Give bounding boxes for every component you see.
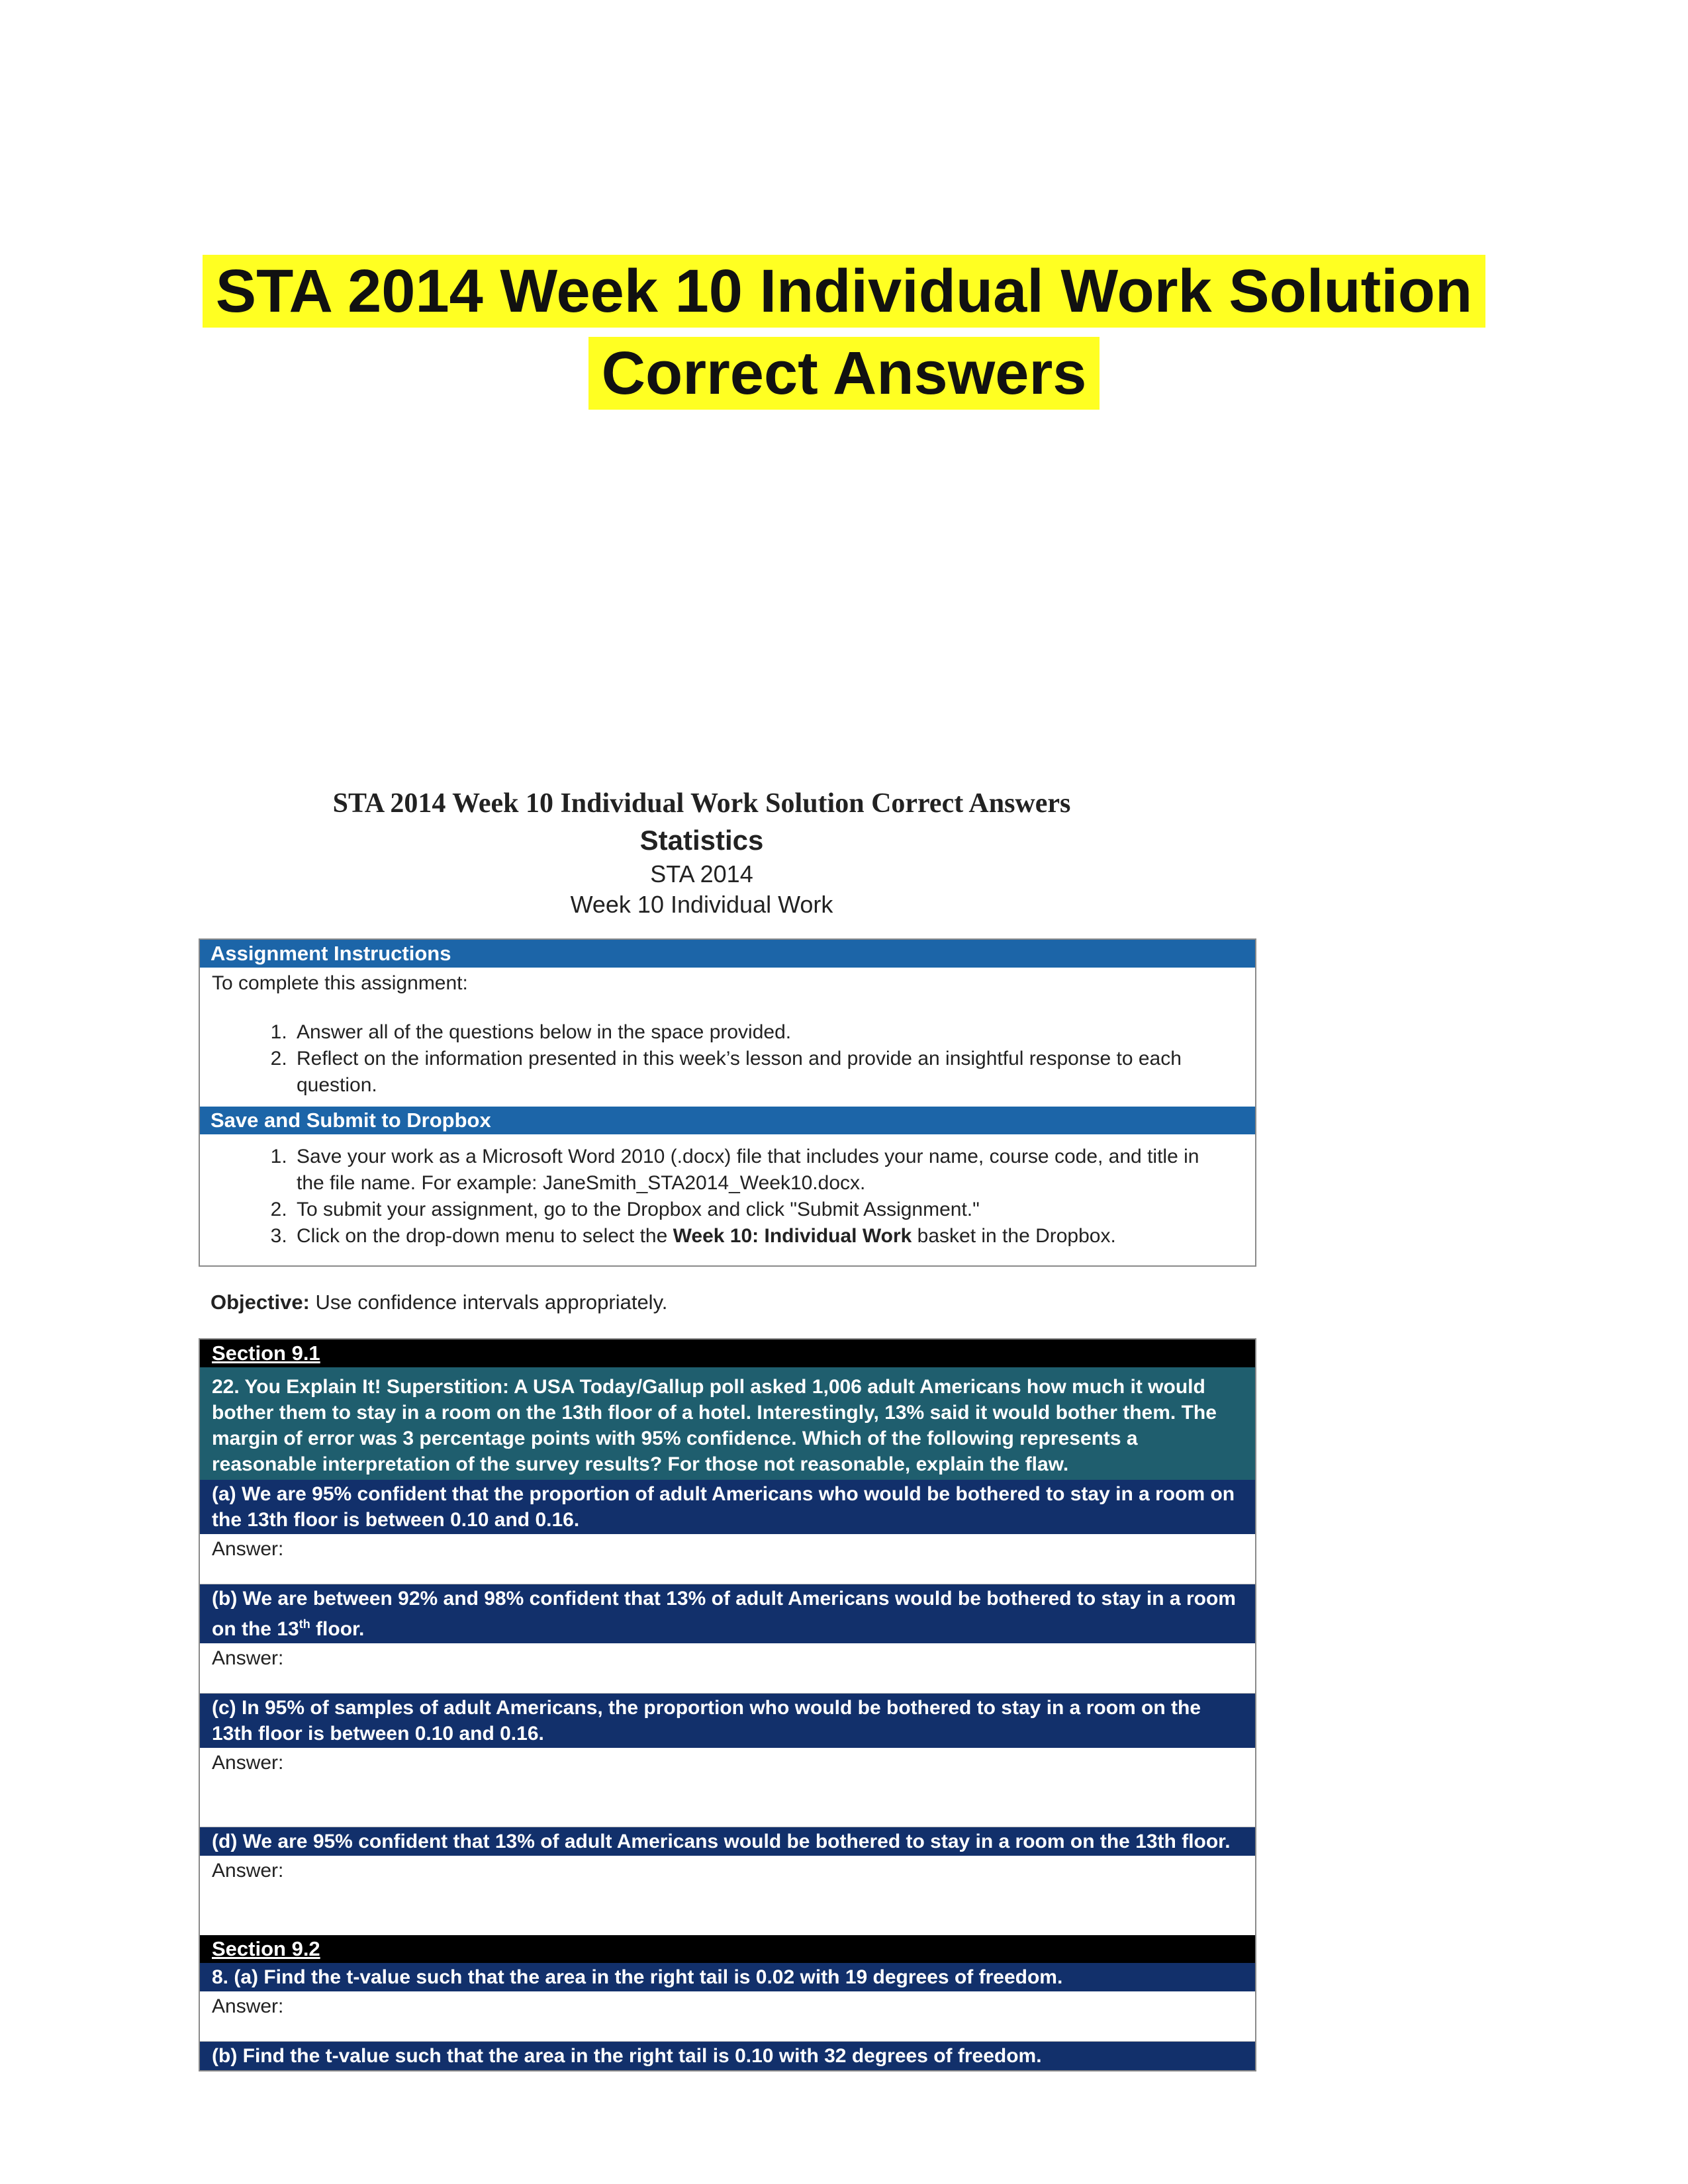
instruction-step: 2. Reflect on the information presented in this week’s lesson and provide an insightful response to each question. [293,1046,1229,1099]
document-course: STA 2014 [650,860,753,887]
instructions-intro: To complete this assignment: [212,972,468,994]
question-part-b-text: (b) We are between 92% and 98% confident that 13% of adult Americans would be bothered to stay in a room on the 13 [212,1588,1236,1640]
question-8a: 8. (a) Find the t-value such that the area in the right tail is 0.02 with 19 degrees of freedom. [200,1963,1255,1991]
submit-step: 1. Save your work as a Microsoft Word 2010 (.docx) file that includes your name, course code, and title in the file name. For example: JaneSmith_STA2014_Week10.docx. [293,1144,1229,1197]
section-title: Section 9.1 [212,1342,320,1365]
objective-label: Objective: [211,1291,310,1314]
section-header [200,1340,1255,1367]
question-part-c: (c) In 95% of samples of adult Americans, the proportion who would be bothered to stay in a room on the 13th floor is between 0.10 and 0.16. [200,1694,1255,1748]
submit-step-bold: Week 10: Individual Work [673,1225,912,1247]
question-8b: (b) Find the t-value such that the area in the right tail is 0.10 with 32 degrees of freedom. [200,2042,1255,2070]
answer-field[interactable]: Answer: [200,1748,1255,1827]
instructions-header: Assignment Instructions [200,940,1255,968]
submit-list [200,1134,1255,1265]
document-title: STA 2014 Week 10 Individual Work Solution Correct Answers [332,788,1071,819]
answer-field[interactable]: Answer: [200,1534,1255,1584]
objective-text: Use confidence intervals appropriately. [309,1291,668,1314]
objective [211,1291,1258,1314]
instructions-box [199,938,1256,1267]
answer-field[interactable]: Answer: [200,1856,1255,1935]
instructions-list [200,999,1255,1107]
answer-field[interactable]: Answer: [200,1991,1255,2042]
page-heading [0,250,1688,414]
submit-step-text: basket in the Dropbox. [912,1225,1116,1247]
questions-table [199,1338,1256,2071]
embedded-document [199,788,1258,2184]
heading-line-1: STA 2014 Week 10 Individual Work Solution [203,255,1485,328]
section-title: Section 9.2 [212,1937,320,1960]
submit-header: Save and Submit to Dropbox [200,1107,1255,1134]
answer-field[interactable]: Answer: [200,1643,1255,1694]
heading-line-2: Correct Answers [588,337,1100,410]
section-header [200,1935,1255,1963]
document-subject: Statistics [639,825,764,856]
submit-step: 2. To submit your assignment, go to the Dropbox and click "Submit Assignment." [293,1197,1229,1223]
question-part-a: (a) We are 95% confident that the proportion of adult Americans who would be bothered to stay in a room on the 13th floor is between 0.10 and 0.16. [200,1480,1255,1534]
question-part-d: (d) We are 95% confident that 13% of adult Americans would be bothered to stay in a room on the 13th floor. [200,1827,1255,1856]
question-part-b-text: floor. [310,1618,365,1640]
superscript: th [299,1617,310,1631]
question-text: 22. You Explain It! Superstition: A USA Today/Gallup poll asked 1,006 adult Americans how much it would bother them to stay in a room on the 13th floor of a hotel. Interestingly, 13% said it would bother them. The margin of error was 3 percentage points with 95% confidence. Which of the following represents a reasonable interpretation of the survey results? For those not reasonable, explain the flaw. [200,1367,1255,1480]
document-assignment: Week 10 Individual Work [570,891,833,918]
instruction-step: 1. Answer all of the questions below in the space provided. [293,1019,1229,1046]
question-part-b [200,1584,1255,1643]
submit-step-text: Click on the drop-down menu to select the [297,1225,673,1247]
submit-step [293,1223,1229,1250]
